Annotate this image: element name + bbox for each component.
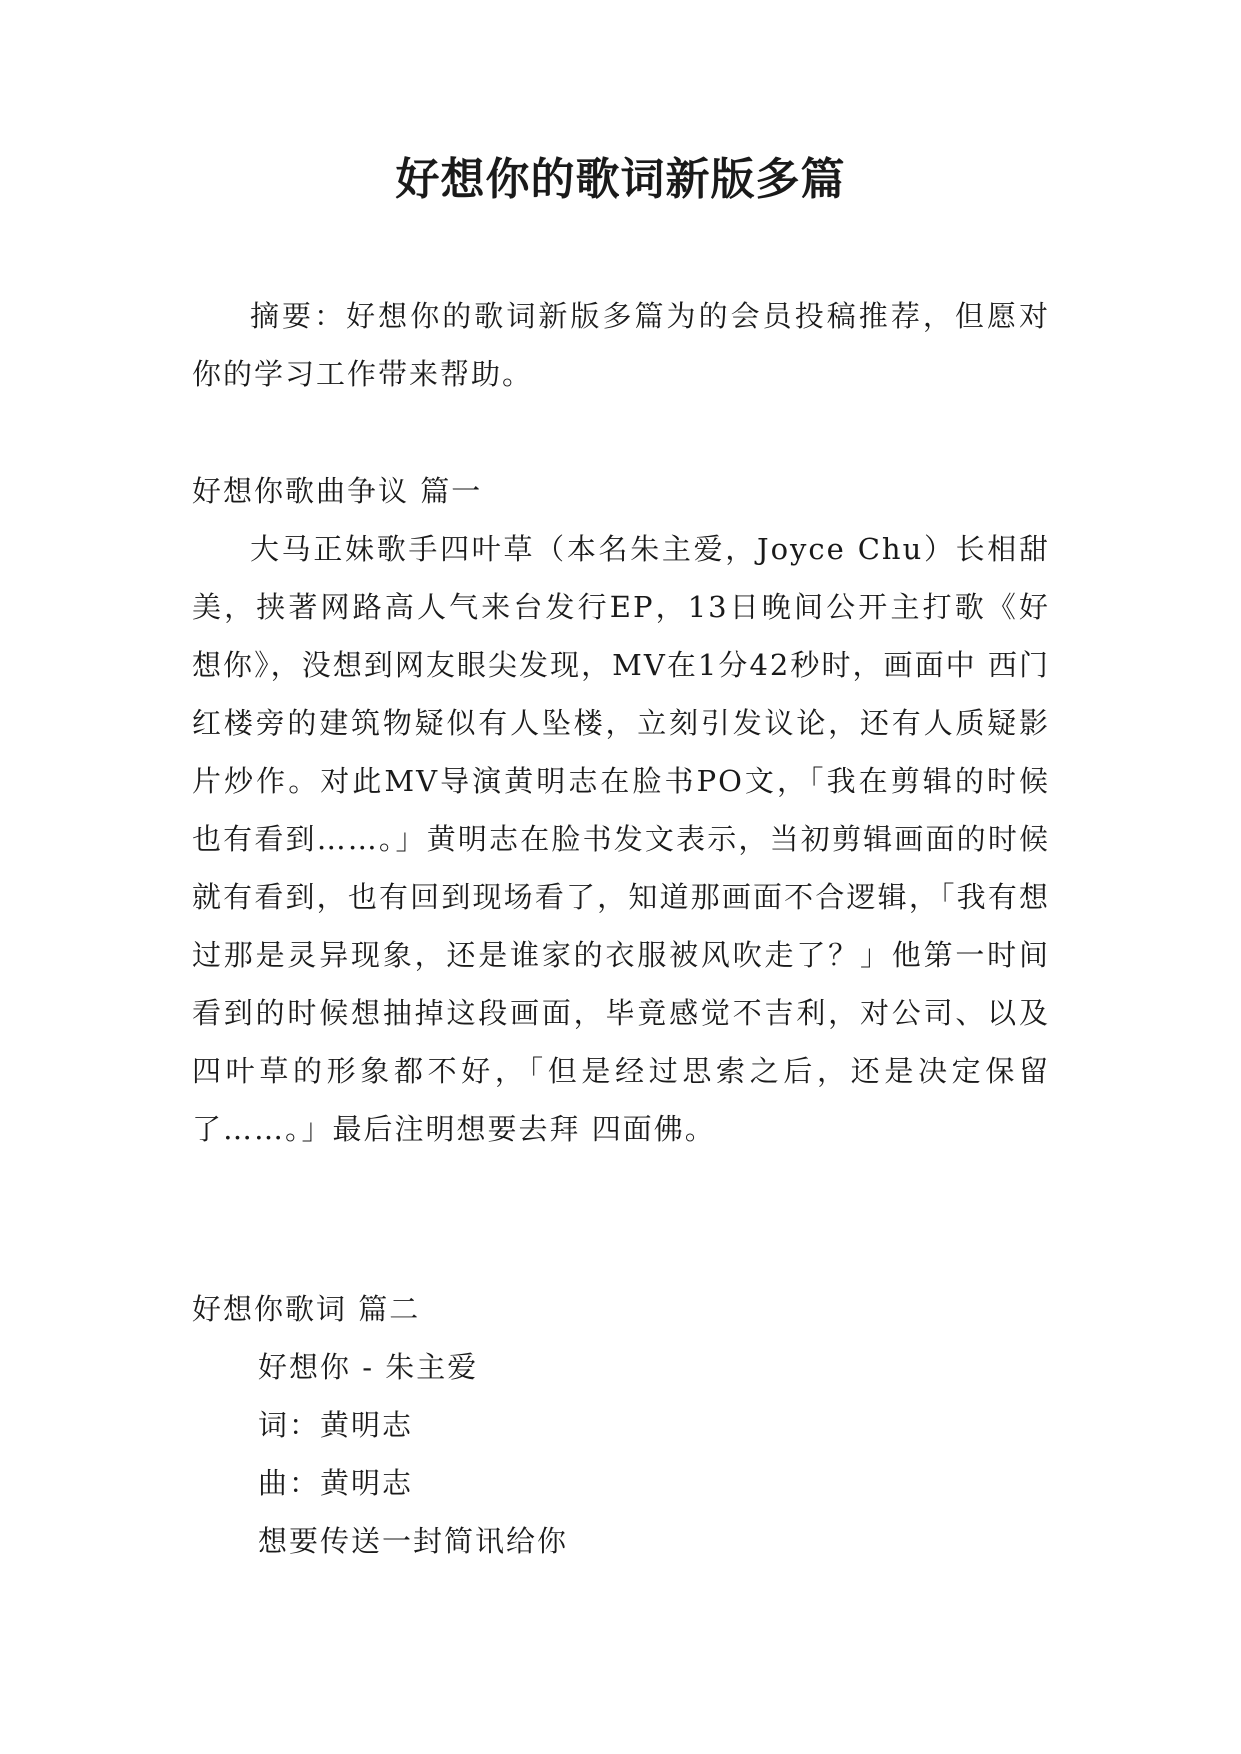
section-heading-2: 好想你歌词 篇二 [192, 1292, 421, 1326]
section-1-paragraph: 大马正妹歌手四叶草（本名朱主爱，Joyce Chu）长相甜美，挟著网路高人气来台发行EP，13日晚间公开主打歌《好想你》，没想到网友眼尖发现，MV在1分42秒时，画面中 西门红楼旁的建筑物疑似有人坠楼，立刻引发议论，还有人质疑影片炒作。对此MV导演黄明志在脸书PO文，「我在剪辑的时候也有看到……。」黄明志在脸书发文表示，当初剪辑画面的时候就有看到，也有回到现场看了，知道那画面不合逻辑，「我有想过那是灵异现象，还是谁家的衣服被风吹走了？」他第一时间看到的时候想抽掉这段画面，毕竟感觉不吉利，对公司、以及四叶草的形象都不好，「但是经过思索之后，还是决定保留了……。」最后注明想要去拜 四面佛。 [192, 532, 1050, 1146]
document-title: 好想你的歌词新版多篇 [395, 154, 846, 205]
lyric-writer-line: 词：黄明志 [258, 1408, 414, 1442]
section-heading-1: 好想你歌曲争议 篇一 [192, 474, 483, 508]
lyric-line: 想要传送一封简讯给你 [258, 1524, 569, 1558]
lyric-title-line: 好想你 - 朱主爱 [258, 1350, 479, 1384]
lyric-composer-line: 曲：黄明志 [258, 1466, 414, 1500]
abstract-paragraph: 摘要：好想你的歌词新版多篇为的会员投稿推荐，但愿对你的学习工作带来帮助。 [192, 299, 1050, 391]
